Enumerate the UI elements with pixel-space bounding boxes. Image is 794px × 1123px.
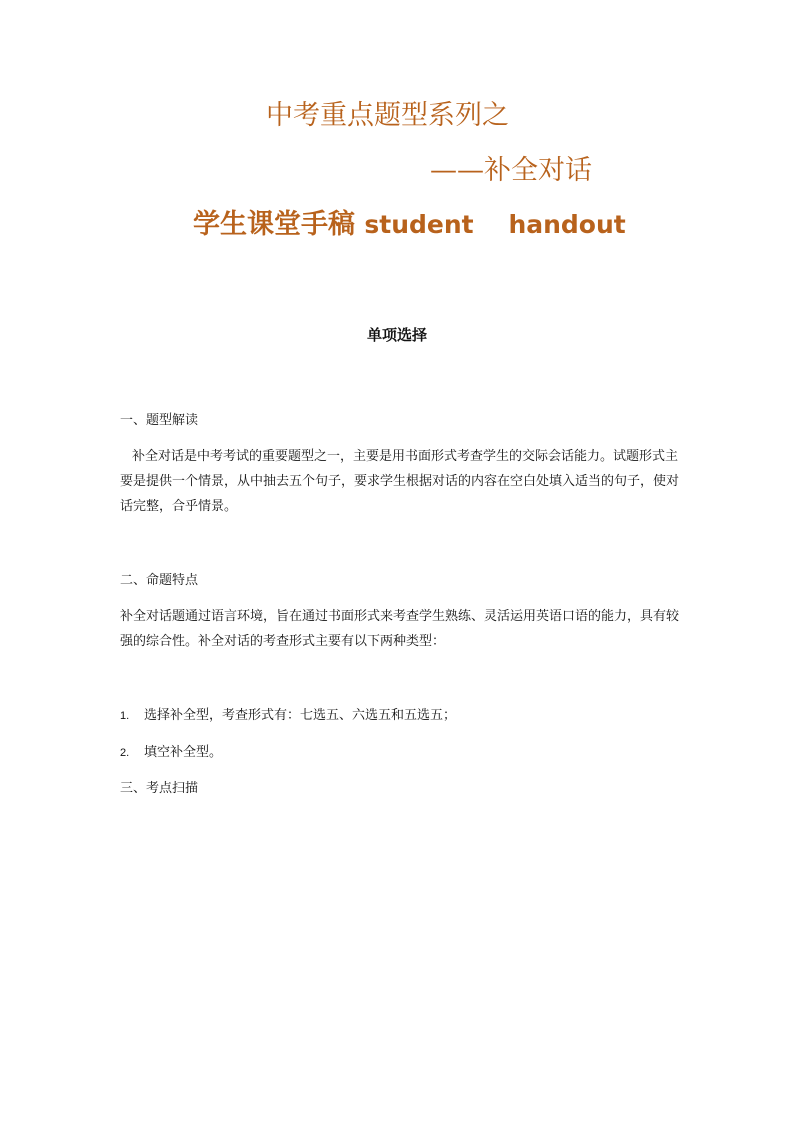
part1-paragraph: 补全对话是中考考试的重要题型之一，主要是用书面形式考查学生的交际会话能力。试题形式主要是提供一个情景，从中抽去五个句子，要求学生根据对话的内容在空白处填入适当的句子，使对话完整，合乎情景。: [120, 449, 680, 514]
doc-title-line2: ——补全对话: [430, 155, 592, 186]
list-item-text: 选择补全型，考查形式有：七选五、六选五和五选五；: [144, 708, 457, 723]
section-title: 单项选择: [366, 326, 427, 344]
list-item-number: 1.: [120, 710, 130, 722]
part3-heading: 三、考点扫描: [120, 781, 199, 796]
doc-title-line3-chinese: 学生课堂手稿: [193, 209, 365, 240]
list-item-number: 2.: [120, 747, 130, 759]
part2-heading: 二、命题特点: [120, 573, 199, 588]
list-item: [120, 709, 456, 722]
list-item-text: 填空补全型。: [144, 745, 223, 760]
doc-title-line3-english: student handout: [364, 210, 626, 239]
list-item: [120, 746, 222, 759]
doc-title-line1: 中考重点题型系列之: [266, 100, 509, 131]
doc-title-line3: [193, 211, 626, 238]
part2-paragraph: 补全对话题通过语言环境，旨在通过书面形式来考查学生熟练、灵活运用英语口语的能力，具有较强的综合性。补全对话的考查形式主要有以下两种类型：: [120, 609, 680, 649]
part1-heading: 一、题型解读: [120, 413, 199, 428]
